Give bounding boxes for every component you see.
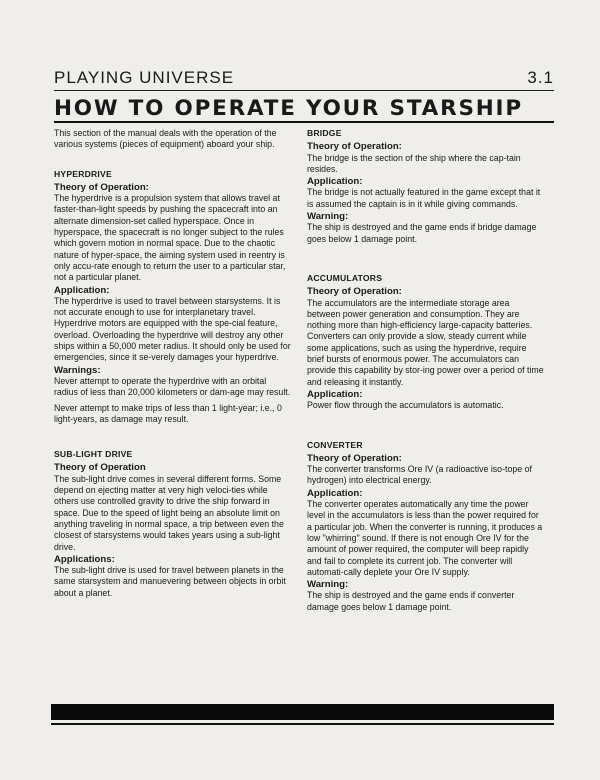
bridge-application-label: Application: (307, 176, 363, 188)
sublight-applications-label: Applications: (54, 553, 115, 565)
bridge-warning-label: Warning: (307, 211, 349, 223)
accumulators-theory-text: The accumulators are the intermediate storage area between power generation and consumption. They are nothing more than high-efficiency large-capacity batteries. Converters can only provide a slow, steady current while some applications, such as using the hyperdrive, require brief bursts of enormous power. The accumulators can provide this capability by stor-ing power over a period of time and releasing it instantly. (307, 297, 544, 387)
bridge-warning-text: The ship is destroyed and the game ends if bridge damage goes below 1 damage point. (307, 222, 537, 244)
hyperdrive-application-text: The hyperdrive is used to travel between starsystems. It is not accurate enough to use for interplanetary travel. Hyperdrive motors are equipped with the spe-cial feature, overload. Overloading the hyperdrive will destroy any other ships within a 50,000 meter radius. It should only be used for emergencies, since it se-verely damages your hyperdrive. (54, 295, 291, 363)
right-column (307, 124, 545, 613)
sublight-applications-text: The sub-light drive is used for travel between planets in the same starsystem and manuevering between objects in orbit about a planet. (54, 565, 286, 598)
sublight-theory-label: Theory of Operation (54, 462, 146, 474)
accumulators-application-label: Application: (307, 388, 363, 400)
hyperdrive-theory-label: Theory of Operation: (54, 181, 149, 193)
bridge-theory-text: The bridge is the section of the ship where the cap-tain resides. (307, 152, 521, 174)
converter-theory-text: The converter transforms Ore IV (a radioactive iso-tope of hydrogen) into electrical energy. (307, 464, 532, 486)
page-header (54, 68, 554, 90)
hyperdrive-theory-text: The hyperdrive is a propulsion system that allows travel at faster-than-light speeds by pushing the spacecraft into an alternate dimension-set called hyperspace. Once in hyperspace, the spacecraft is no longer subject to the rules which govern motion in normal space. Due to the chaotic nature of hyper-space, the aiming system used in reentry is only accu-rate enough to return the user to a particular star, not a particular planet. (54, 193, 286, 283)
hyperdrive-warning-2: Never attempt to make trips of less than 1 light-year; i.e., 0 light-years, as damage may result. (54, 402, 282, 424)
bridge-theory-label: Theory of Operation: (307, 141, 402, 153)
bridge-application-text: The bridge is not actually featured in the game except that it is assumed the captain is in it while giving commands. (307, 187, 541, 209)
hyperdrive-heading: HYPERDRIVE (54, 168, 112, 179)
converter-heading: CONVERTER (307, 439, 363, 450)
page-title: HOW TO OPERATE YOUR STARSHIP (54, 96, 523, 121)
intro-paragraph: This section of the manual deals with the operation of the various systems (pieces of equipment) aboard your ship. (54, 128, 277, 150)
left-column (54, 124, 292, 599)
title-rule (54, 121, 554, 123)
header-rule (54, 90, 554, 91)
converter-warning-text: The ship is destroyed and the game ends if converter damage goes below 1 damage point. (307, 590, 515, 612)
page-number: 3.1 (527, 68, 554, 87)
hyperdrive-application-label: Application: (54, 284, 110, 296)
section-title: PLAYING UNIVERSE (54, 68, 235, 87)
converter-warning-label: Warning: (307, 579, 349, 591)
converter-theory-label: Theory of Operation: (307, 452, 402, 464)
accumulators-application-text: Power flow through the accumulators is automatic. (307, 400, 504, 411)
hyperdrive-warnings-label: Warnings: (54, 364, 101, 376)
bridge-heading: BRIDGE (307, 128, 342, 138)
footer-bar (51, 704, 554, 720)
hyperdrive-warning-1: Never attempt to operate the hyperdrive with an orbital radius of less than 20,000 kilometers or dam-age may result. (54, 375, 291, 398)
converter-application-label: Application: (307, 487, 363, 499)
footer-rule (51, 723, 554, 725)
converter-application-text: The converter operates automatically any time the power level in the accumulators is less than the power required for a particular job. When the converter is running, it produces a low "whirring" sound. If there is not enough Ore IV for the amount of power required, the computer will beep rapidly and fail to complete its current job. The converter will automati-cally deplete your Ore IV supply. (307, 499, 543, 577)
accumulators-theory-label: Theory of Operation: (307, 286, 402, 298)
accumulators-heading: ACCUMULATORS (307, 272, 383, 283)
sublight-heading: SUB-LIGHT DRIVE (54, 449, 133, 460)
sublight-theory-text: The sub-light drive comes in several different forms. Some depend on ejecting matter at very high veloci-ties while others use controlled gravity to drive the ship forward in space. Due to the speed of light being an absolute limit on anything traveling in normal space, a trip between even the closest of starsystems would takes years using a sub-light drive. (54, 473, 284, 552)
